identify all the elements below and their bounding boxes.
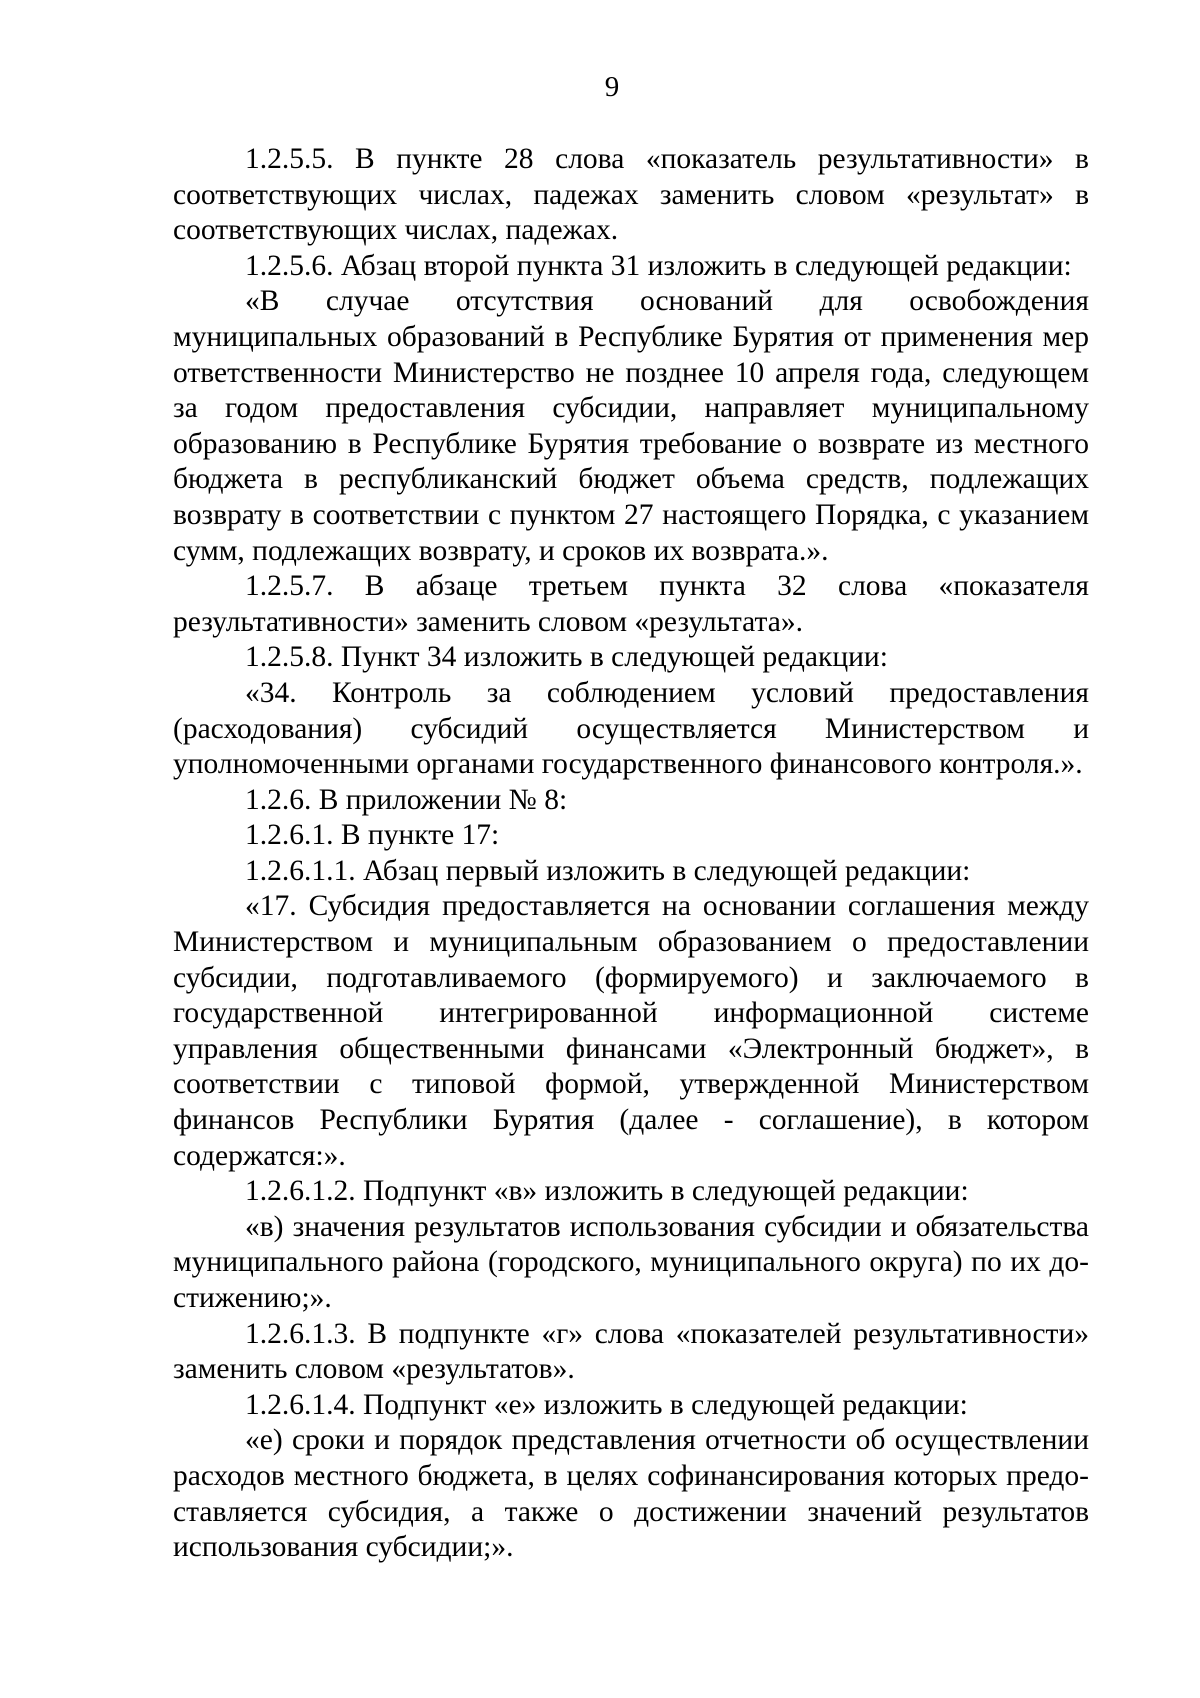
- quoted-subitem-e: «е) сроки и порядок представления отчетности об осуществлении расходов местного бюджета, в целях софинансирования которых предоставляется субсидия, а также о достижении значений результатов использования субсидии;».: [173, 1424, 1089, 1564]
- quoted-paragraph-34: «34. Контроль за соблюдением условий предоставления (расходования) субсидий осуществляется Министерством и уполномоченными органами государственного финансового контроля.».: [173, 676, 1089, 781]
- paragraph-1-2-6-1-3: 1.2.6.1.3. В подпункте «г» слова «показателей результативности» заменить словом «результатов».: [173, 1317, 1089, 1386]
- quoted-paragraph-31: «В случае отсутствия оснований для освобождения муниципальных образований в Республике Бурятия от применения мер ответственности Министерство не позднее 10 апреля года, следующем за годом предоставления субсидии, направляет муниципальному образованию в Республике Бурятия требование о возврате из местного бюджета в республиканский бюджет объема средств, подлежащих возврату в соответствии с пунктом 27 настоящего Порядка, с указанием сумм, подлежащих возврату, и сроков их возврата.».: [173, 285, 1089, 567]
- paragraph-1-2-6-1: 1.2.6.1. В пункте 17:: [245, 819, 500, 852]
- page-number: 9: [604, 71, 620, 103]
- quoted-subitem-v: «в) значения результатов использования субсидии и обязательства муниципального района (городского, муниципального округа) по их достижению;».: [173, 1210, 1089, 1314]
- paragraph-1-2-6-1-2: 1.2.6.1.2. Подпункт «в» изложить в следующей редакции:: [245, 1175, 969, 1208]
- paragraph-1-2-5-8: 1.2.5.8. Пункт 34 изложить в следующей редакции:: [245, 641, 888, 674]
- paragraph-1-2-6-1-4: 1.2.6.1.4. Подпункт «е» изложить в следующей редакции:: [245, 1388, 968, 1421]
- paragraph-1-2-5-7: 1.2.5.7. В абзаце третьем пункта 32 слова «показателя результативности» заменить словом «результата».: [173, 570, 1089, 638]
- paragraph-1-2-5-5: 1.2.5.5. В пункте 28 слова «показатель результативности» в соответствующих числах, падежах заменить словом «результат» в соответствующих числах, падежах.: [173, 143, 1089, 247]
- paragraph-1-2-5-6: 1.2.5.6. Абзац второй пункта 31 изложить в следующей редакции:: [245, 249, 1072, 282]
- paragraph-1-2-6: 1.2.6. В приложении № 8:: [245, 783, 568, 816]
- quoted-paragraph-17: «17. Субсидия предоставляется на основании соглашения между Министерством и муниципальным образованием о предоставлении субсидии, подготавливаемого (формируемого) и заключаемого в государственной интегрированной информационной системе управления общественными финансами «Электронный бюджет», в соответствии с типовой формой, утвержденной Министерством финансов Республики Бурятия (далее - соглашение), в котором содержатся:».: [173, 890, 1089, 1172]
- document-body: [173, 142, 1089, 1566]
- paragraph-1-2-6-1-1: 1.2.6.1.1. Абзац первый изложить в следующей редакции:: [245, 854, 971, 887]
